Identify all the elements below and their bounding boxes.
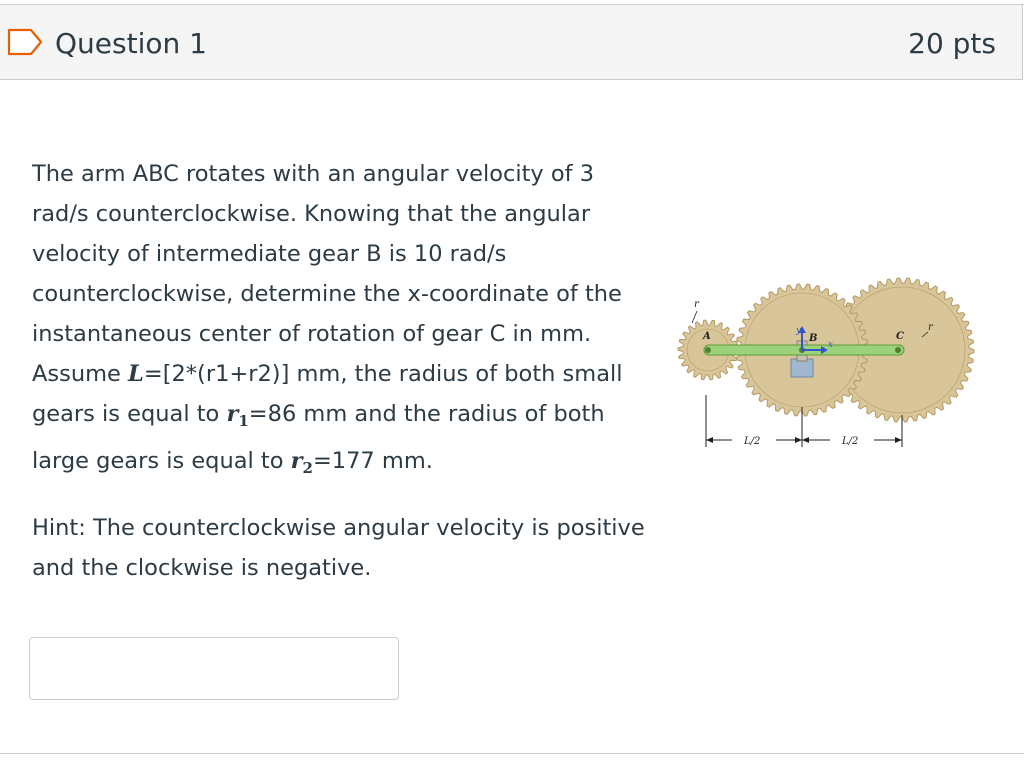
body-text-1: The arm ABC rotates with an angular velocity of 3 rad/s counterclockwise. Knowing that the angular velocity of intermediate gear B is 10 rad/s counterclockwise, determine the x-coordinate of the instantaneous center of rotation of gear C in mm. Assume <box>32 161 622 387</box>
label-r-right: r <box>928 322 933 333</box>
r1-subscript: 1 <box>238 412 249 430</box>
answer-input[interactable] <box>29 637 399 700</box>
dim-arrow-left <box>706 437 713 443</box>
label-l-half-left: L/2 <box>744 436 761 447</box>
label-c: C <box>896 331 904 342</box>
flag-question-icon[interactable] <box>7 28 43 56</box>
label-l-half-right: L/2 <box>842 436 859 447</box>
question-points: 20 pts <box>908 27 996 60</box>
label-r-left: r <box>694 299 699 310</box>
body-text-4: =177 mm. <box>312 448 433 474</box>
bottom-divider <box>0 753 1024 754</box>
support-base <box>791 359 813 377</box>
gear-diagram <box>670 275 990 455</box>
question-title: Question 1 <box>55 27 207 60</box>
label-a: A <box>703 331 711 342</box>
dim-arrow-mid-right <box>802 437 809 443</box>
question-text <box>32 154 657 588</box>
r2-symbol: r <box>290 448 303 474</box>
r2-subscript: 2 <box>302 459 313 477</box>
radius-leader-left <box>692 311 697 323</box>
dim-arrow-right <box>895 437 902 443</box>
r1-symbol: r <box>226 401 239 427</box>
dim-arrow-mid-left <box>795 437 802 443</box>
label-b: B <box>809 333 818 344</box>
L-symbol: L <box>128 361 144 387</box>
pin-c <box>895 347 901 353</box>
label-y: y <box>796 326 802 336</box>
question-body <box>32 154 657 488</box>
label-x: x <box>828 340 834 350</box>
pin-a <box>705 347 711 353</box>
body-text-2: =[2*(r1+r2)] mm, the radius of both small gears is equal to <box>32 361 623 427</box>
question-header <box>0 5 1023 80</box>
hint-text: Hint: The counterclockwise angular velocity is positive and the clockwise is negative. <box>32 515 645 581</box>
body-text-3: =86 mm and the radius of both large gears is equal to <box>32 401 605 474</box>
